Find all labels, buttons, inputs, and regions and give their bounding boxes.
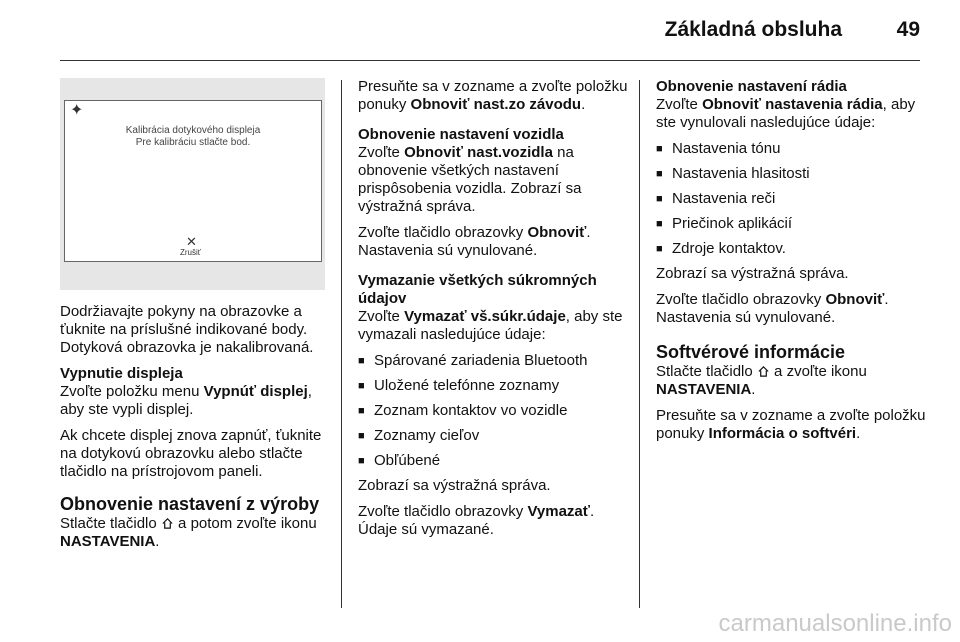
radio-reset-paragraph: Zvoľte Obnoviť nastavenia rádia, aby ste vynulovali nasledujúce údaje: (656, 96, 916, 131)
factory-reset-menu-paragraph: Presuňte sa v zozname a zvoľte položku ponuky Obnoviť nast.zo závodu. (358, 78, 628, 113)
column-divider-1 (341, 80, 342, 608)
private-data-list (358, 352, 630, 470)
warning-paragraph: Zobrazí sa výstražná správa. (358, 477, 551, 494)
software-paragraph: Stlačte tlačidlo a zvoľte ikonu NASTAVENIA. (656, 363, 867, 398)
display-on-paragraph: Ak chcete displej znova zapnúť, ťuknite na dotykovú obrazovku alebo stlačte tlačidlo na prístrojovom paneli. (60, 427, 322, 480)
list-item: ■ Uložené telefónne zoznamy (358, 377, 630, 395)
list-item: ■ Priečinok aplikácií (656, 215, 928, 233)
calibration-paragraph: Dodržiavajte pokyny na obrazovke a ťuknite na príslušné indikované body. Dotyková obrazovka je nakalibrovaná. (60, 303, 314, 356)
column-3 (656, 78, 928, 451)
software-menu-paragraph: Presuňte sa v zozname a zvoľte položku ponuky Informácia o softvéri. (656, 407, 926, 442)
list-item: ■ Spárované zariadenia Bluetooth (358, 352, 630, 370)
private-data-paragraph: Zvoľte Vymazať vš.súkr.údaje, aby ste vymazali nasledujúce údaje: (358, 308, 623, 343)
radio-reset-list (656, 140, 928, 258)
list-item: ■ Obľúbené (358, 452, 630, 470)
radio-warning-paragraph: Zobrazí sa výstražná správa. (656, 265, 849, 282)
header-rule (60, 60, 920, 61)
page-header-title: Základná obsluha (664, 18, 842, 41)
calibration-instruction: Pre kalibráciu stlačte bod. (135, 137, 251, 148)
crosshair-icon[interactable]: ✦ (70, 102, 84, 119)
delete-confirm-paragraph: Zvoľte tlačidlo obrazovky Vymazať. Údaje sú vymazané. (358, 503, 595, 538)
home-icon (757, 365, 770, 378)
factory-reset-paragraph: Stlačte tlačidlo a potom zvoľte ikonu NASTAVENIA. (60, 515, 317, 550)
vehicle-reset-paragraph: Zvoľte Obnoviť nast.vozidla na obnovenie všetkých nastavení prispôsobenia vozidla. Zobrazí sa výstražná správa. (358, 144, 582, 215)
list-item: ■ Zoznamy cieľov (358, 427, 630, 445)
heading-radio-reset: Obnovenie nastavení rádia (656, 78, 847, 95)
calibration-figure (60, 78, 325, 290)
list-item: ■ Nastavenia reči (656, 190, 928, 208)
page-number: 49 (896, 18, 920, 41)
vehicle-confirm-paragraph: Zvoľte tlačidlo obrazovky Obnoviť. Nastavenia sú vynulované. (358, 224, 591, 259)
heading-private-data: Vymazanie všetkých súkromných údajov (358, 272, 597, 307)
calibration-title: Kalibrácia dotykového displeja (125, 125, 261, 136)
column-2 (358, 78, 630, 547)
heading-vehicle-reset: Obnovenie nastavení vozidla (358, 126, 564, 143)
radio-confirm-paragraph: Zvoľte tlačidlo obrazovky Obnoviť. Nastavenia sú vynulované. (656, 291, 889, 326)
column-1 (60, 303, 330, 559)
column-divider-2 (639, 80, 640, 608)
calibration-screen (64, 100, 322, 262)
close-icon[interactable]: ✕ (186, 234, 197, 249)
cancel-label[interactable]: Zrušiť (180, 248, 201, 257)
list-item: ■ Nastavenia tónu (656, 140, 928, 158)
list-item: ■ Nastavenia hlasitosti (656, 165, 928, 183)
list-item: ■ Zdroje kontaktov. (656, 240, 928, 258)
heading-factory-reset: Obnovenie nastavení z výroby (60, 494, 320, 514)
heading-software-info: Softvérové informácie (656, 342, 846, 362)
heading-display-off: Vypnutie displeja (60, 365, 183, 382)
display-off-paragraph: Zvoľte položku menu Vypnúť displej, aby ste vypli displej. (60, 383, 312, 418)
list-item: ■ Zoznam kontaktov vo vozidle (358, 402, 630, 420)
home-icon (161, 517, 174, 530)
watermark: carmanualsonline.info (718, 610, 952, 637)
